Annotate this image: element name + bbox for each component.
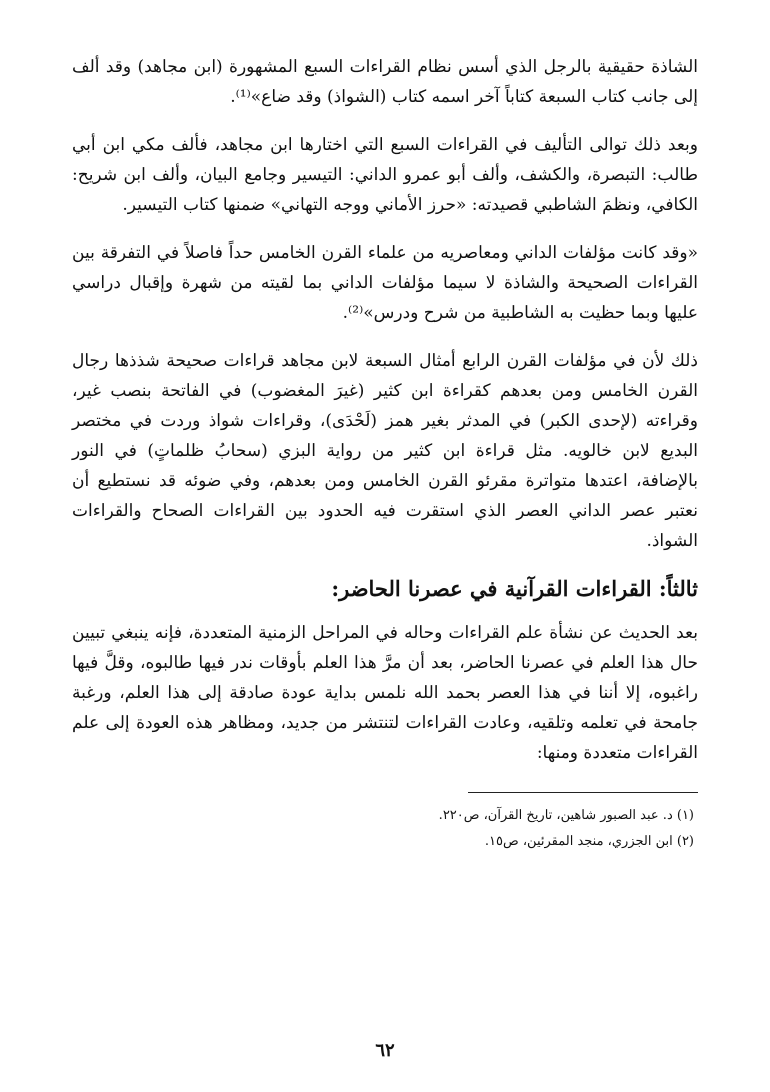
- footnote-1: (١) د. عبد الصبور شاهين، تاريخ القرآن، ص٢٢٠.: [438, 808, 694, 823]
- paragraph-5: بعد الحديث عن نشأة علم القراءات وحاله في المراحل الزمنية المتعددة، فإنه ينبغي تبيين حال هذا العلم في عصرنا الحاضر، بعد أن مرَّ هذا العلم بأوقات ندر فيها طالبوه، وقلَّ فيها راغبوه، إلا أننا في هذا العصر بحمد الله نلمس بداية عودة صادقة إلى هذا العلم، ورغبة جامحة في تعلمه وتلقيه، وعادت القراءات لتنتشر من جديد، ومظاهر هذه العودة إلى علم القراءات متعددة ومنها:: [72, 623, 698, 763]
- paragraph-2: وبعد ذلك توالى التأليف في القراءات السبع التي اختارها ابن مجاهد، فألف مكي ابن أبي طالب: التبصرة، والكشف، وألف أبو عمرو الداني: التيسير وجامع البيان، وألف ابن شريح: الكافي، ونظمَ الشاطبي قصيدته: «حرز الأماني ووجه التهاني» ضمنها كتاب التيسير.: [72, 135, 698, 215]
- page-number: ٦٢: [375, 1040, 395, 1061]
- paragraph-4: ذلك لأن في مؤلفات القرن الرابع أمثال السبعة لابن مجاهد قراءات صحيحة شذذها رجال القرن الخامس ومن بعدهم كقراءة ابن كثير (غيرَ المغضوب) في الفاتحة بنصب غير، وقراءته (لإحدى الكبر) في المدثر بغير همز (لَحْدَى)، وقراءات شواذ وردت في مختصر البديع لابن خالويه. مثل قراءة ابن كثير من رواية البزي (سحابُ ظلماتٍ) في النور بالإضافة، اعتدها متواترة مقرئو القرن الخامس ومن بعدهم، وفي ضوئه قد نستطيع أن نعتبر عصر الداني العصر الذي استقرت فيه الحدود بين القراءات الصحاح والقراءات الشواذ.: [72, 351, 698, 551]
- paragraph-3: «وقد كانت مؤلفات الداني ومعاصريه من علماء القرن الخامس حداً فاصلاً في التفرقة بين القراءات الصحيحة والشاذة لا سيما مؤلفات الداني بما لقيته من شهرة وإقبال دراسي عليها وبما حظيت به الشاطبية من شرح ودرس»⁽²⁾.: [72, 243, 698, 323]
- footnote-2: (٢) ابن الجزري، منجد المقرئين، ص١٥.: [484, 834, 694, 849]
- paragraph-1: الشاذة حقيقية بالرجل الذي أسس نظام القراءات السبع المشهورة (ابن مجاهد) وقد ألف إلى جانب كتاب السبعة كتاباً آخر اسمه كتاب (الشواذ) وقد ضاع»⁽¹⁾.: [72, 57, 698, 107]
- section-heading: ثالثاً: القراءات القرآنية في عصرنا الحاضر:: [331, 576, 698, 601]
- footnote-divider: [468, 792, 698, 793]
